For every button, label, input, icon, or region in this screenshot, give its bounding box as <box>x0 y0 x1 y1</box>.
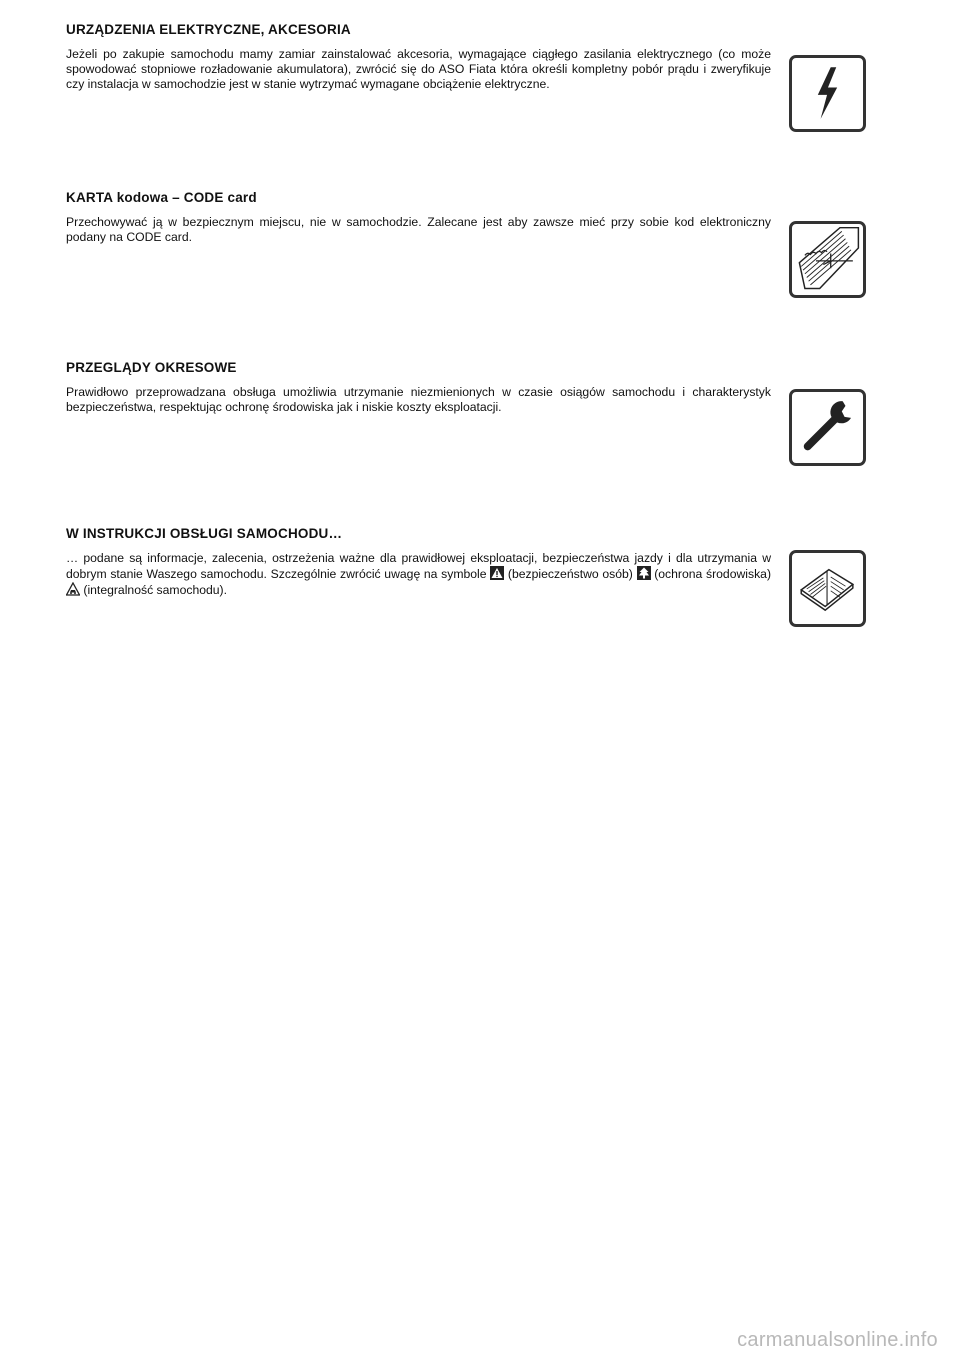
section-periodic-inspections <box>66 360 771 415</box>
section-text: Jeżeli po zakupie samochodu mamy zamiar zainstalować akcesoria, wymagające ciągłego zasilania elektrycznego (co może spowodować stopniowe rozładowanie akumulatora), zwrócić się do ASO Fiata która określi kompletny pobór prądu i zweryfikuje czy instalacja w samochodzie jest w stanie wytrzymać wymagane obciążenie elektryczne. <box>66 47 771 91</box>
section-owner-manual <box>66 526 771 598</box>
section-text: Prawidłowo przeprowadzana obsługa umożliwia utrzymanie niezmienionych w czasie osiągów samochodu i charakterystyk bezpieczeństwa, respektując ochronę środowiska jak i niskie koszty eksploatacji. <box>66 385 771 414</box>
section-text: Przechowywać ją w bezpiecznym miejscu, nie w samochodzie. Zalecane jest aby zawsze mieć przy sobie kod elektroniczny podany na CODE card. <box>66 215 771 244</box>
text-part: … podane są informacje, zalecenia, ostrzeżenia ważne dla prawidłowej eksploatacji, bezpieczeństwa jazdy i dla utrzymania w dobrym stanie Waszego samochodu. Szczególnie zwrócić uwagę na symbole <box>66 551 771 581</box>
section-text <box>66 551 771 598</box>
section-title: URZĄDZENIA ELEKTRYCZNE, AKCESORIA <box>66 22 351 37</box>
section-title: KARTA kodowa – CODE card <box>66 190 257 205</box>
manual-book-icon <box>789 550 866 627</box>
section-title: PRZEGLĄDY OKRESOWE <box>66 360 237 375</box>
lightning-icon <box>789 55 866 132</box>
text-part: (ochrona środowiska) <box>654 567 772 581</box>
safety-warning-icon <box>490 566 504 580</box>
text-part: (bezpieczeństwo osób) <box>507 567 633 581</box>
section-electrical-accessories <box>66 22 771 92</box>
section-code-card <box>66 190 771 245</box>
code-card-icon <box>789 221 866 298</box>
text-part: (integralność samochodu). <box>83 583 228 597</box>
footer-watermark: carmanualsonline.info <box>737 1329 938 1351</box>
section-title: W INSTRUKCJI OBSŁUGI SAMOCHODU… <box>66 526 343 541</box>
wrench-icon <box>789 389 866 466</box>
environment-icon <box>637 566 651 580</box>
vehicle-integrity-icon <box>66 582 80 596</box>
